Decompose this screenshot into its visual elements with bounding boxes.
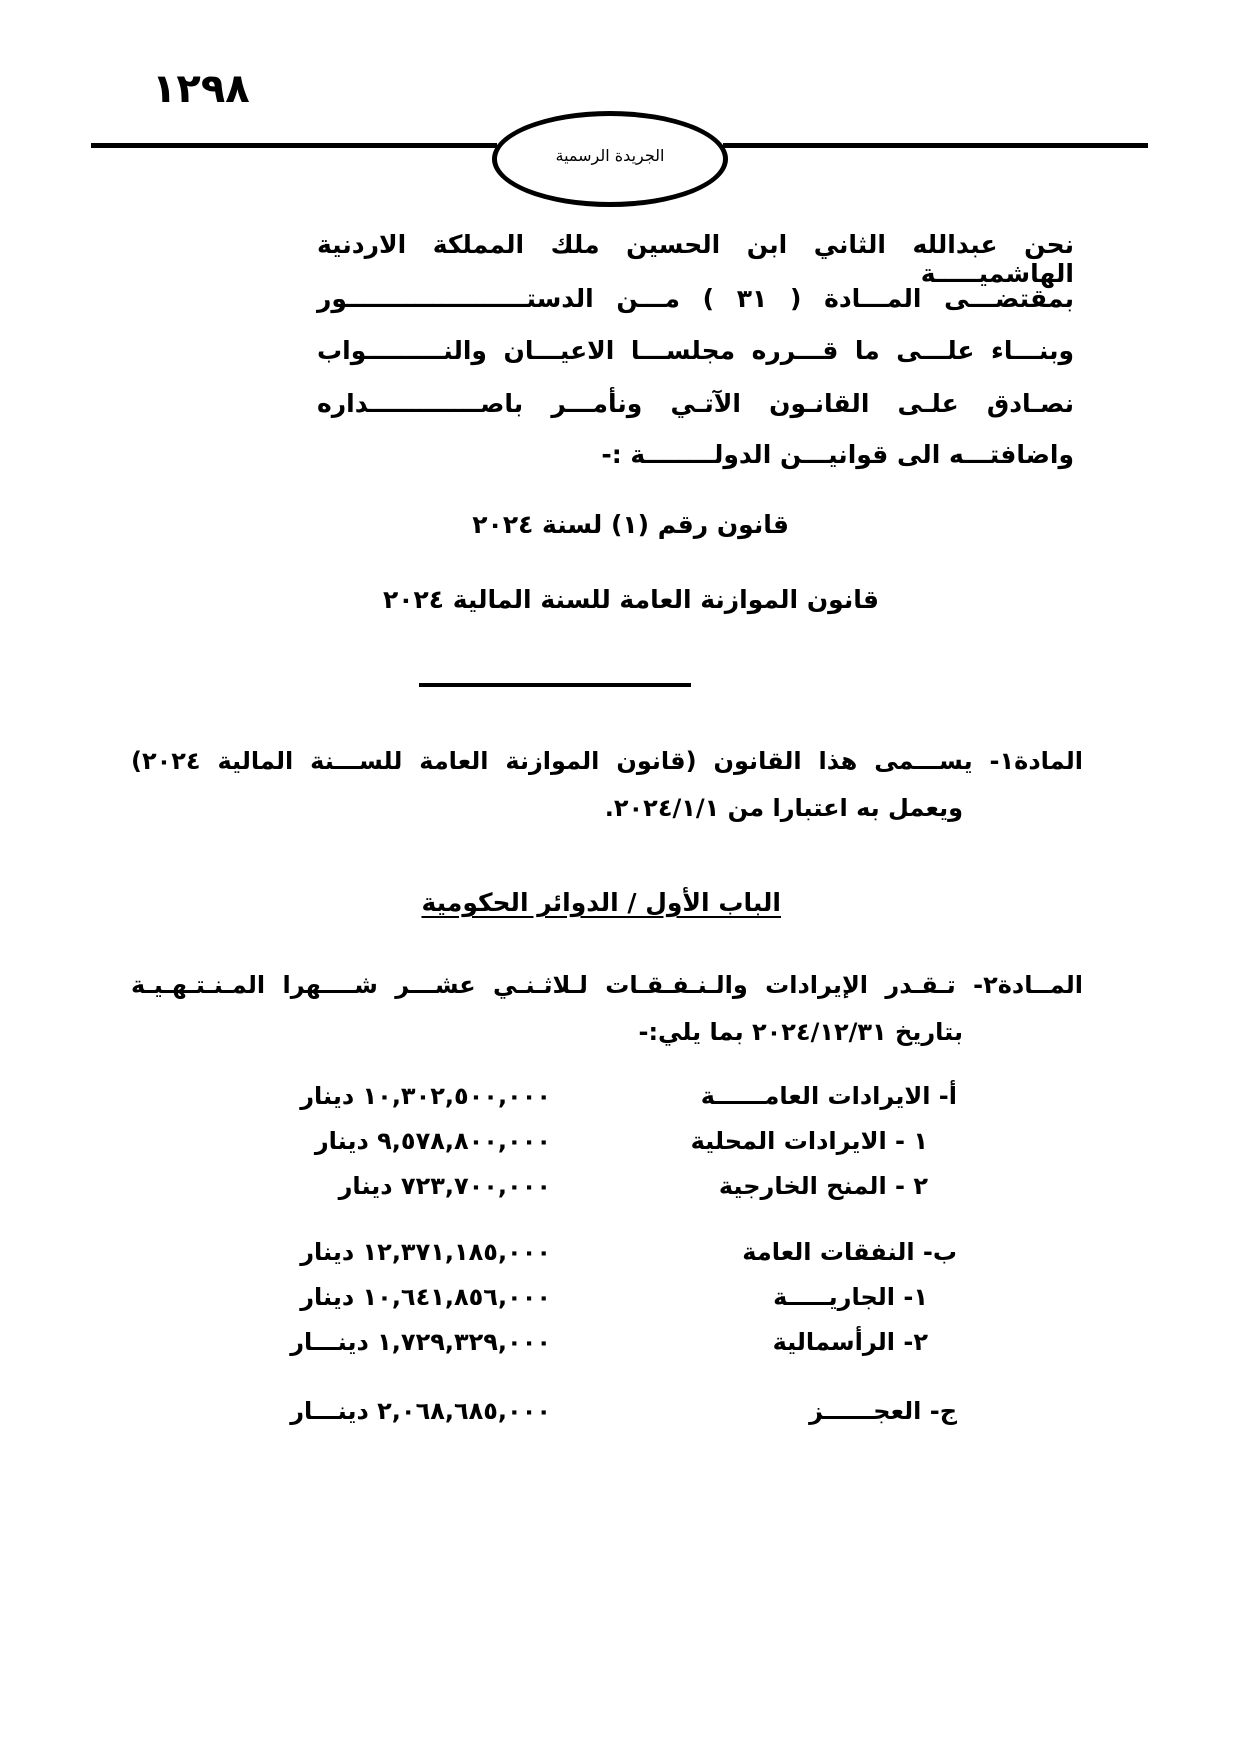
budget-amount-capital: ١,٧٢٩,٣٢٩,٠٠٠ دينـــار <box>290 1328 551 1356</box>
article-2-line-2: بتاريخ ٢٠٢٤/١٢/٣١ بما يلي:- <box>638 1018 963 1046</box>
header-rule-left <box>91 143 497 148</box>
masthead-oval <box>492 111 728 207</box>
budget-amount-deficit: ٢,٠٦٨,٦٨٥,٠٠٠ دينـــار <box>290 1397 551 1425</box>
article-1-line-2: ويعمل به اعتبارا من ٢٠٢٤/١/١. <box>604 794 963 822</box>
budget-label-deficit: ج- العجــــــز <box>809 1397 957 1425</box>
article-1-line-1: المادة١- يســـمى هذا القانون (قانون الموازنة العامة للســـنة المالية ٢٠٢٤) <box>131 747 1083 775</box>
budget-label-local-revenue: ١ - الايرادات المحلية <box>690 1127 928 1155</box>
law-number: قانون رقم (١) لسنة ٢٠٢٤ <box>472 510 789 539</box>
title-divider <box>419 683 691 687</box>
budget-label-capital: ٢- الرأسمالية <box>772 1328 928 1356</box>
page-number: ١٢٩٨ <box>152 66 250 112</box>
preamble-line-5: واضافتـــه الى قوانيـــن الدولــــــــة :- <box>601 440 1074 469</box>
preamble-line-4: نصـادق علـى القانـون الآتـي ونأمـــر باصـــــــــــــداره <box>317 389 1074 418</box>
budget-amount-current: ١٠,٦٤١,٨٥٦,٠٠٠ دينار <box>300 1283 551 1311</box>
header-rule-right <box>723 143 1148 148</box>
budget-label-foreign-grants: ٢ - المنح الخارجية <box>718 1172 928 1200</box>
budget-label-expenditure-total: ب- النفقات العامة <box>742 1238 957 1266</box>
preamble-line-3: وبنـــاء علـــى ما قـــرره مجلســـا الاعيـــان والنـــــــــواب <box>317 336 1074 365</box>
budget-amount-local-revenue: ٩,٥٧٨,٨٠٠,٠٠٠ دينار <box>314 1127 551 1155</box>
law-title: قانون الموازنة العامة للسنة المالية ٢٠٢٤ <box>383 585 879 614</box>
budget-amount-foreign-grants: ٧٢٣,٧٠٠,٠٠٠ دينار <box>338 1172 551 1200</box>
masthead-title: الجريدة الرسمية <box>555 146 665 165</box>
preamble-line-1: نحن عبدالله الثاني ابن الحسين ملك المملكة الاردنية الهاشميـــــة <box>317 230 1074 288</box>
article-2-line-1: المــادة٢- تـقـدر الإيرادات والـنـفـقـات لـلاثـنـي عشـــر شــــهرا المـنـتـهـيـة <box>131 971 1083 999</box>
chapter-heading: الباب الأول / الدوائر الحكومية <box>421 888 781 917</box>
budget-amount-expenditure-total: ١٢,٣٧١,١٨٥,٠٠٠ دينار <box>300 1238 551 1266</box>
budget-label-revenue-total: أ- الايرادات العامــــــة <box>700 1082 957 1110</box>
budget-label-current: ١- الجاريـــــة <box>773 1283 928 1311</box>
preamble-line-2: بمقتضـــى المـــادة ( ٣١ ) مـــن الدستـــــــــــــــــــــور <box>317 284 1074 313</box>
budget-amount-revenue-total: ١٠,٣٠٢,٥٠٠,٠٠٠ دينار <box>300 1082 551 1110</box>
